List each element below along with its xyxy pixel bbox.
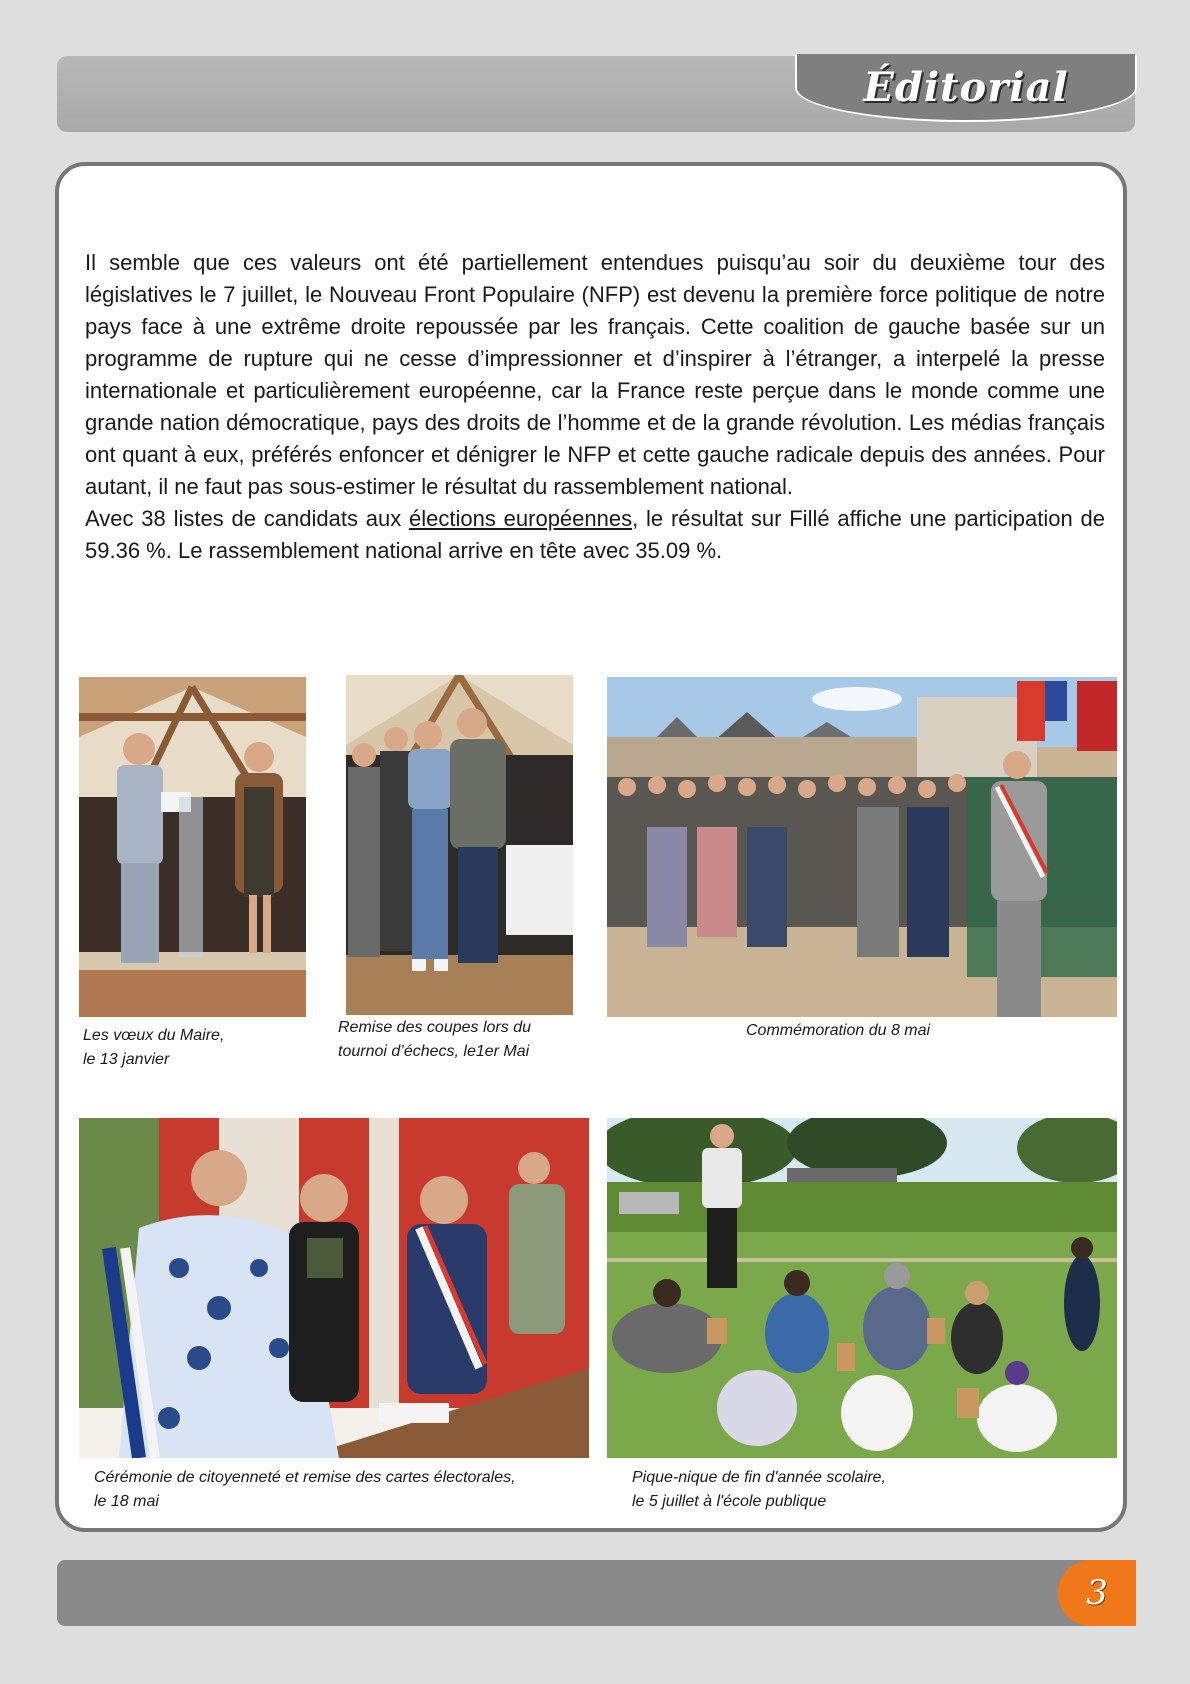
article-body bbox=[85, 247, 1105, 567]
photo-caption bbox=[83, 1024, 224, 1072]
paragraph-text: , le résultat sur Fillé affiche une participation de 59.36 %. Le rassemblement national arrive en tête avec 35.09 %. bbox=[85, 506, 1106, 563]
photo-commemoration bbox=[607, 677, 1117, 1017]
caption-line: le 18 mai bbox=[94, 1493, 159, 1510]
photo-pique-nique bbox=[607, 1118, 1117, 1458]
article-paragraph: Il semble que ces valeurs ont été partiellement entendues puisqu’au soir du deuxième tour des législatives le 7 juillet, le Nouveau Front Populaire (NFP) est devenu la première force politique de notre pays face à une extrême droite repoussée par les français. Cette coalition de gauche basée sur un programme de rupture qui ne cesse d’impressionner et d’inspirer à l’étranger, a interpelé la presse internationale et particulièrement européenne, car la France reste perçue dans le monde comme une grande nation démocratique, pays des droits de l’homme et de la grande révolution. Les médias français ont quant à eux, préférés enfoncer et dénigrer le NFP et cette gauche radicale depuis des années. Pour autant, il ne faut pas sous-estimer le résultat du rassemblement national. bbox=[85, 250, 1105, 499]
caption-line: le 5 juillet à l'école publique bbox=[632, 1493, 827, 1510]
photo-caption bbox=[746, 1019, 930, 1043]
caption-line: Cérémonie de citoyenneté et remise des cartes électorales, bbox=[94, 1469, 516, 1486]
elections-link[interactable]: élections européennes bbox=[409, 506, 633, 531]
page-number: 3 bbox=[1086, 1573, 1108, 1613]
photo-caption bbox=[338, 1016, 531, 1064]
caption-line: Remise des coupes lors du bbox=[338, 1019, 531, 1036]
caption-line: Pique-nique de fin d'année scolaire, bbox=[632, 1469, 886, 1486]
photo-remise-coupes bbox=[346, 675, 573, 1015]
article-paragraph bbox=[85, 503, 1105, 567]
section-title-tab bbox=[795, 54, 1137, 122]
section-title: Éditorial bbox=[863, 63, 1069, 111]
page-number-badge bbox=[1058, 1560, 1136, 1626]
caption-line: tournoi d’échecs, le1er Mai bbox=[338, 1043, 530, 1060]
photo-caption bbox=[94, 1466, 516, 1514]
photo-ceremonie-citoyennete bbox=[79, 1118, 589, 1458]
footer-bar bbox=[57, 1560, 1135, 1626]
photo-caption bbox=[632, 1466, 886, 1514]
caption-line: Les vœux du Maire, bbox=[83, 1027, 225, 1044]
caption-line: Commémoration du 8 mai bbox=[746, 1022, 931, 1039]
photo-voeux-maire bbox=[79, 677, 306, 1017]
caption-line: le 13 janvier bbox=[83, 1051, 170, 1068]
paragraph-text: Avec 38 listes de candidats aux bbox=[85, 506, 410, 531]
